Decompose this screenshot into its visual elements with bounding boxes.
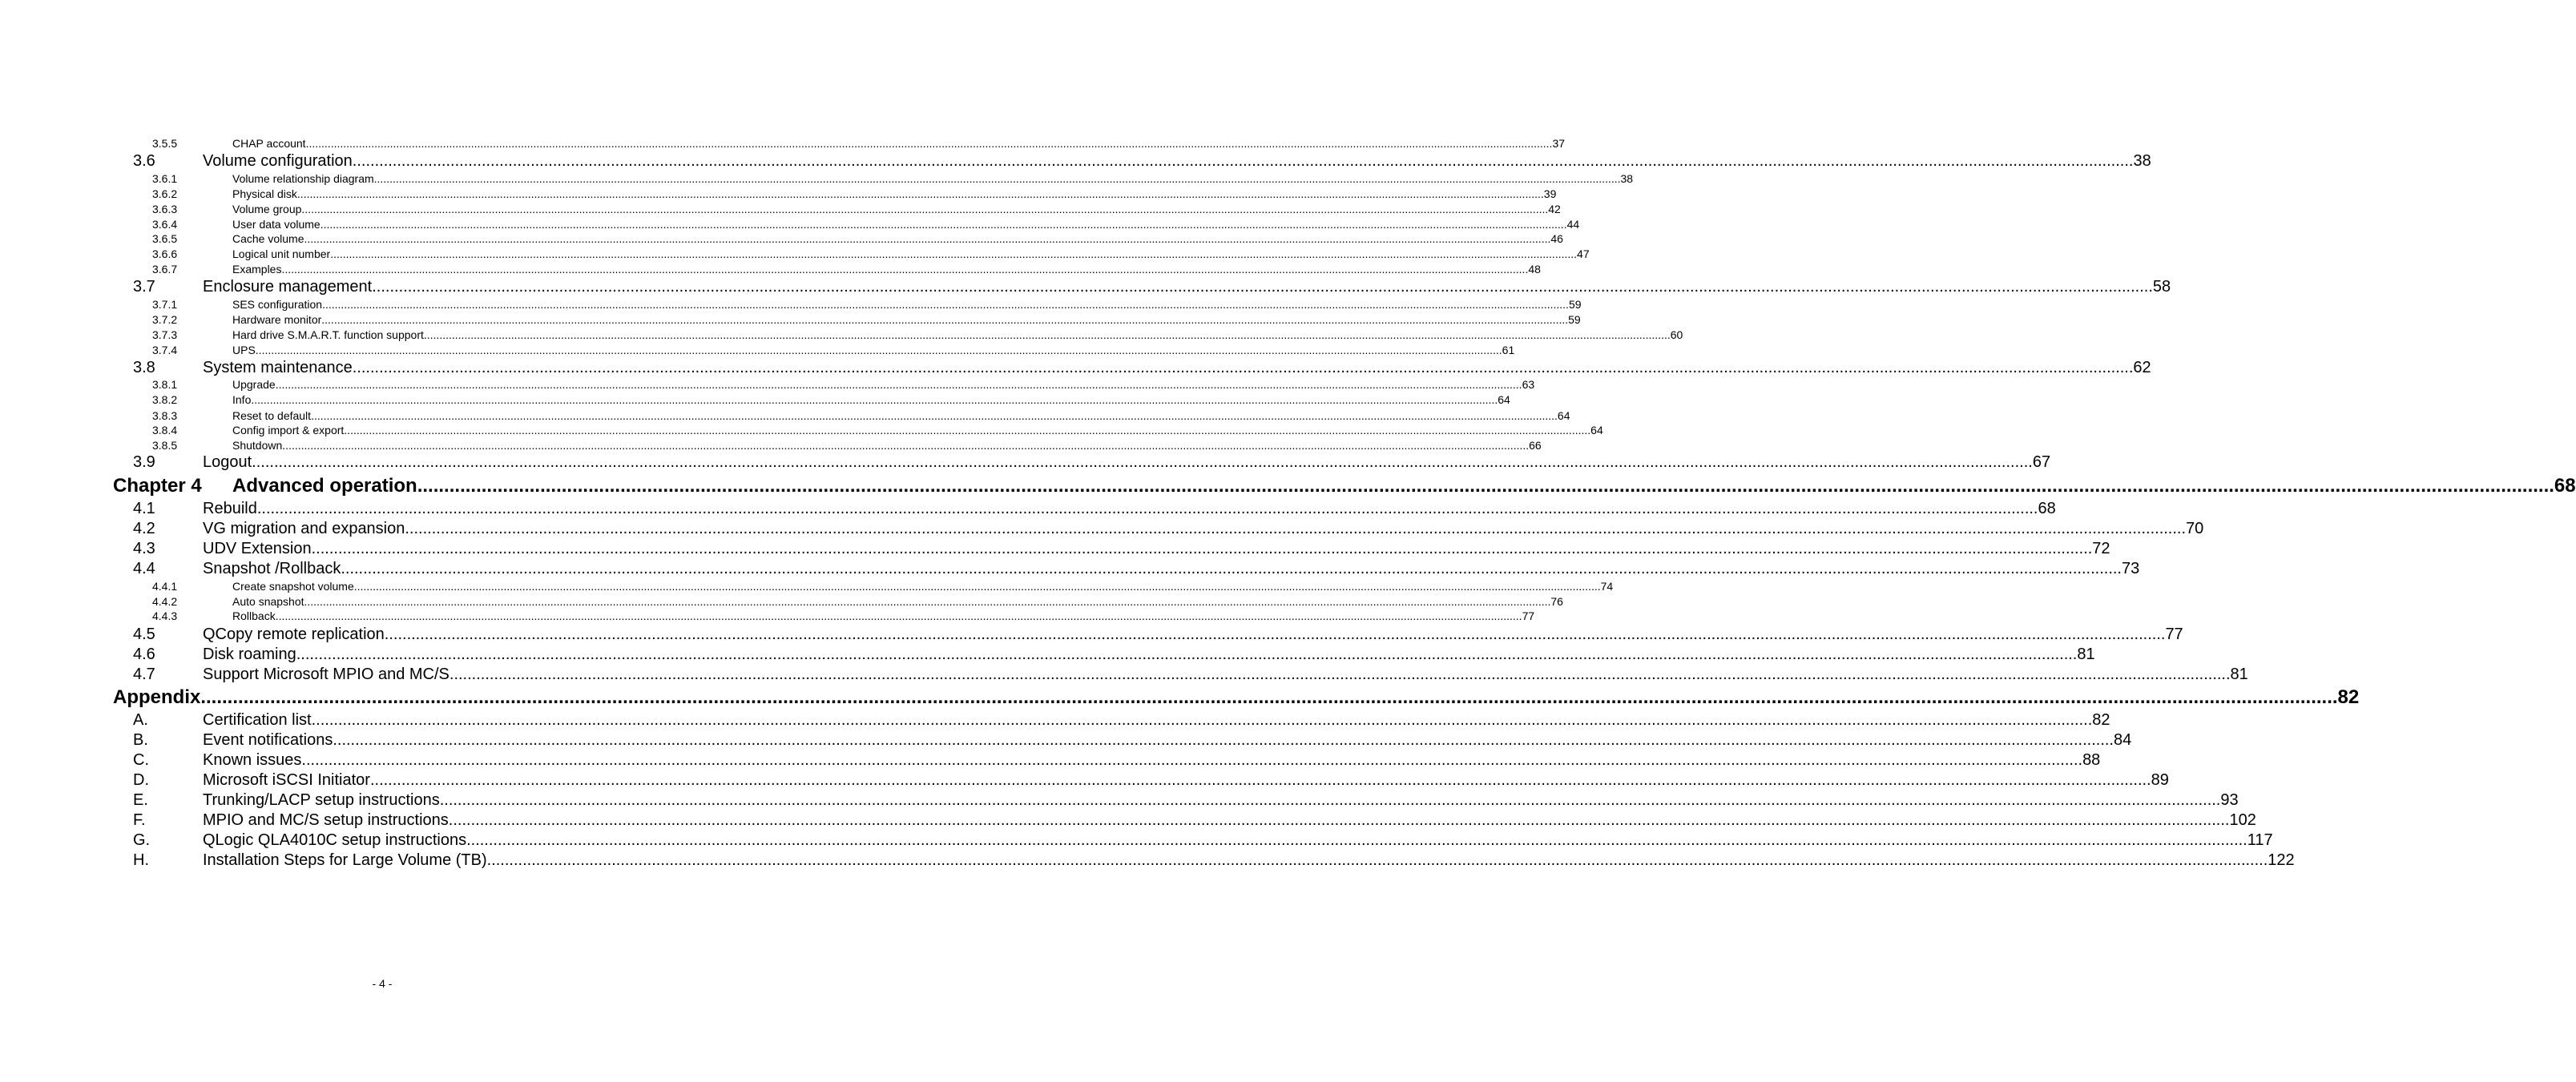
toc-entry-line <box>203 791 2239 810</box>
toc-entry-number: 3.9 <box>133 453 155 471</box>
dot-leader: ................................................................................................................................................................................................................................................................................................................................................................................................................ <box>423 328 1671 341</box>
dot-leader: ................................................................................................................................................................................................................................................................................................................................................................................................................ <box>311 540 2093 557</box>
dot-leader: ................................................................................................................................................................................................................................................................................................................................................................................................................ <box>321 313 1569 326</box>
toc-entry-page: 58 <box>2152 278 2171 296</box>
toc-entry-title: UPS <box>232 344 256 356</box>
toc-entry-title: VG migration and expansion <box>203 520 405 537</box>
toc-entry-line <box>203 359 2151 377</box>
toc-entry-title: Hardware monitor <box>232 313 322 326</box>
dot-leader: ................................................................................................................................................................................................................................................................................................................................................................................................................ <box>341 560 2122 577</box>
toc-entry-line <box>232 378 1535 391</box>
toc-entry-title: Microsoft iSCSI Initiator <box>203 771 370 789</box>
toc-entry-line <box>232 580 1614 593</box>
toc-entry-line <box>232 328 1683 341</box>
toc-entry-title: Enclosure management <box>203 278 373 296</box>
toc-entry-title: Snapshot /Rollback <box>203 560 341 577</box>
toc-entry-line <box>203 771 2169 790</box>
toc-entry-number: Chapter 4 <box>113 475 202 497</box>
dot-leader: ................................................................................................................................................................................................................................................................................................................................................................................................................ <box>330 247 1578 260</box>
toc-entry-page: 63 <box>1522 378 1535 391</box>
dot-leader: ................................................................................................................................................................................................................................................................................................................................................................................................................ <box>466 831 2247 849</box>
toc-entry-title: Config import & export <box>232 424 345 436</box>
toc-entry-title: Hard drive S.M.A.R.T. function support <box>232 328 424 341</box>
toc-entry-line <box>203 500 2056 518</box>
dot-leader: ................................................................................................................................................................................................................................................................................................................................................................................................................ <box>486 851 2268 869</box>
toc-entry-page: 42 <box>1548 203 1561 215</box>
toc-entry-line <box>232 172 1634 185</box>
toc-entry-number: 3.7.2 <box>152 313 178 326</box>
toc-entry-title: User data volume <box>232 218 320 231</box>
toc-entry-number: 3.8.3 <box>152 409 178 422</box>
toc-entry-line <box>203 831 2273 850</box>
toc-entry-number: 3.7 <box>133 278 155 296</box>
toc-entry-title: UDV Extension <box>203 540 312 557</box>
toc-entry-line <box>232 393 1510 406</box>
dot-leader: ................................................................................................................................................................................................................................................................................................................................................................................................................ <box>275 378 1522 391</box>
toc-entry-title: Physical disk <box>232 187 297 200</box>
toc-entry-line <box>232 424 1603 436</box>
toc-entry-page: 88 <box>2082 751 2101 769</box>
dot-leader: ................................................................................................................................................................................................................................................................................................................................................................................................................ <box>296 646 2078 663</box>
toc-entry-page: 44 <box>1566 218 1580 231</box>
toc-entry-page: 89 <box>2151 771 2169 789</box>
toc-entry-line <box>203 152 2151 171</box>
toc-entry-title: Advanced operation <box>232 475 417 497</box>
toc-entry-number: G. <box>133 831 151 849</box>
toc-entry-page: 73 <box>2121 560 2140 577</box>
toc-entry-page: 46 <box>1550 232 1563 245</box>
toc-entry-title: Logical unit number <box>232 247 331 260</box>
toc-entry-page: 81 <box>2077 646 2095 663</box>
dot-leader: ................................................................................................................................................................................................................................................................................................................................................................................................................ <box>301 203 1549 215</box>
toc-entry-title: QLogic QLA4010C setup instructions <box>203 831 467 849</box>
dot-leader: ................................................................................................................................................................................................................................................................................................................................................................................................................ <box>417 475 2554 497</box>
toc-entry-page: 117 <box>2247 831 2273 849</box>
toc-entry-line <box>113 686 2360 709</box>
toc-entry-number: 3.6.4 <box>152 218 178 231</box>
dot-leader: ................................................................................................................................................................................................................................................................................................................................................................................................................ <box>352 359 2134 376</box>
toc-entry-number: D. <box>133 771 149 789</box>
toc-entry-line <box>203 540 2110 558</box>
toc-entry-title: Volume relationship diagram <box>232 172 374 185</box>
toc-entry-page: 74 <box>1600 580 1614 593</box>
toc-entry-number: 4.3 <box>133 540 155 557</box>
toc-entry-line <box>232 232 1563 245</box>
toc-entry-number: 3.8.4 <box>152 424 178 436</box>
toc-entry-title: QCopy remote replication <box>203 625 385 643</box>
toc-entry-title: Auto snapshot <box>232 595 304 608</box>
dot-leader: ................................................................................................................................................................................................................................................................................................................................................................................................................ <box>255 344 1502 356</box>
toc-entry-number: B. <box>133 731 148 749</box>
toc-entry-line <box>232 218 1580 231</box>
toc-entry-number: 4.1 <box>133 500 155 517</box>
toc-entry-page: 64 <box>1498 393 1510 406</box>
toc-entry-title: Upgrade <box>232 378 276 391</box>
dot-leader: ................................................................................................................................................................................................................................................................................................................................................................................................................ <box>301 751 2083 769</box>
toc-entry-line <box>232 595 1563 608</box>
toc-entry-title: Cache volume <box>232 232 304 245</box>
dot-leader: ................................................................................................................................................................................................................................................................................................................................................................................................................ <box>311 711 2093 729</box>
dot-leader: ................................................................................................................................................................................................................................................................................................................................................................................................................ <box>352 152 2134 170</box>
toc-entry-page: 76 <box>1550 595 1563 608</box>
toc-entry-title: Logout <box>203 453 252 471</box>
toc-entry-number: E. <box>133 791 148 809</box>
toc-entry-number: 4.6 <box>133 646 155 663</box>
toc-entry-page: 39 <box>1543 187 1557 200</box>
dot-leader: ................................................................................................................................................................................................................................................................................................................................................................................................................ <box>200 686 2338 708</box>
toc-entry-line <box>203 811 2256 830</box>
page-number: - 4 - <box>372 977 393 990</box>
toc-entry-number: 3.7.3 <box>152 328 178 341</box>
toc-entry-number: 4.4 <box>133 560 155 577</box>
toc-entry-page: 122 <box>2268 851 2295 869</box>
toc-entry-number: 3.8.5 <box>152 439 178 452</box>
toc-entry-title: Volume configuration <box>203 152 353 170</box>
toc-entry-title: Reset to default <box>232 409 312 422</box>
toc-entry-title: Event notifications <box>203 731 333 749</box>
toc-entry-line <box>232 263 1541 276</box>
toc-entry-page: 66 <box>1529 439 1542 452</box>
toc-entry-page: 67 <box>2032 453 2051 471</box>
toc-entry-number: 3.6.1 <box>152 172 178 185</box>
toc-entry-number: 3.7.1 <box>152 298 178 311</box>
dot-leader: ................................................................................................................................................................................................................................................................................................................................................................................................................ <box>305 137 1553 150</box>
dot-leader: ................................................................................................................................................................................................................................................................................................................................................................................................................ <box>322 298 1569 311</box>
toc-entry-title: MPIO and MC/S setup instructions <box>203 811 449 829</box>
toc-entry-line <box>203 851 2295 870</box>
toc-entry-page: 61 <box>1502 344 1515 356</box>
dot-leader: ................................................................................................................................................................................................................................................................................................................................................................................................................ <box>372 278 2153 296</box>
toc-entry-title: Create snapshot volume <box>232 580 354 593</box>
toc-entry-page: 38 <box>1620 172 1634 185</box>
toc-entry-line <box>232 344 1515 356</box>
toc-entry-title: Installation Steps for Large Volume (TB) <box>203 851 487 869</box>
dot-leader: ................................................................................................................................................................................................................................................................................................................................................................................................................ <box>384 625 2166 643</box>
toc-entry-page: 81 <box>2230 666 2248 683</box>
toc-entry-page: 82 <box>2337 686 2360 708</box>
toc-entry-number: 3.6.6 <box>152 247 178 260</box>
dot-leader: ................................................................................................................................................................................................................................................................................................................................................................................................................ <box>333 731 2114 749</box>
toc-entry-title: CHAP account <box>232 137 306 150</box>
dot-leader: ................................................................................................................................................................................................................................................................................................................................................................................................................ <box>405 520 2187 537</box>
toc-entry-title: Rollback <box>232 609 276 622</box>
dot-leader: ................................................................................................................................................................................................................................................................................................................................................................................................................ <box>344 424 1591 436</box>
toc-entry-title: Support Microsoft MPIO and MC/S <box>203 666 449 683</box>
toc-entry-page: 77 <box>1522 609 1535 622</box>
toc-entry-page: 102 <box>2229 811 2256 829</box>
dot-leader: ................................................................................................................................................................................................................................................................................................................................................................................................................ <box>282 439 1530 452</box>
toc-entry-line <box>203 711 2110 730</box>
toc-entry-line <box>232 137 1566 150</box>
toc-entry-line <box>203 453 2051 472</box>
dot-leader: ................................................................................................................................................................................................................................................................................................................................................................................................................ <box>449 666 2231 683</box>
dot-leader: ................................................................................................................................................................................................................................................................................................................................................................................................................ <box>304 595 1551 608</box>
toc-entry-title: SES configuration <box>232 298 323 311</box>
toc-entry-line <box>203 751 2101 770</box>
toc-entry-page: 72 <box>2092 540 2110 557</box>
toc-entry-title: Appendix <box>113 686 201 708</box>
toc-entry-number: 3.6.2 <box>152 187 178 200</box>
toc-entry-page: 84 <box>2113 731 2132 749</box>
toc-entry-line <box>232 313 1581 326</box>
toc-entry-number: 3.6.5 <box>152 232 178 245</box>
toc-entry-number: 4.2 <box>133 520 155 537</box>
toc-entry-page: 59 <box>1568 298 1582 311</box>
toc-entry-number: 4.4.1 <box>152 580 178 593</box>
dot-leader: ................................................................................................................................................................................................................................................................................................................................................................................................................ <box>373 172 1621 185</box>
toc-entry-page: 70 <box>2186 520 2204 537</box>
toc-entry-line <box>203 278 2171 296</box>
toc-entry-number: 3.8.2 <box>152 393 178 406</box>
toc-entry-number: C. <box>133 751 149 769</box>
toc-entry-title: Shutdown <box>232 439 283 452</box>
toc-entry-line <box>203 646 2095 664</box>
dot-leader: ................................................................................................................................................................................................................................................................................................................................................................................................................ <box>369 771 2151 789</box>
dot-leader: ................................................................................................................................................................................................................................................................................................................................................................................................................ <box>251 393 1498 406</box>
toc-entry-title: Trunking/LACP setup instructions <box>203 791 440 809</box>
toc-entry-line <box>203 625 2183 644</box>
toc-entry-number: 4.7 <box>133 666 155 683</box>
toc-entry-number: 4.5 <box>133 625 155 643</box>
toc-entry-page: 68 <box>2554 475 2576 497</box>
toc-entry-title: Examples <box>232 263 282 276</box>
toc-entry-page: 60 <box>1670 328 1683 341</box>
toc-entry-number: H. <box>133 851 149 869</box>
toc-entry-number: 3.6.3 <box>152 203 178 215</box>
toc-entry-line <box>232 475 2576 497</box>
toc-entry-number: 3.5.5 <box>152 137 178 150</box>
toc-entry-line <box>203 520 2204 538</box>
dot-leader: ................................................................................................................................................................................................................................................................................................................................................................................................................ <box>275 609 1522 622</box>
toc-entry-number: 3.6 <box>133 152 155 170</box>
toc-entry-title: Disk roaming <box>203 646 296 663</box>
toc-entry-line <box>232 439 1542 452</box>
toc-entry-number: 3.8.1 <box>152 378 178 391</box>
toc-entry-page: 68 <box>2038 500 2056 517</box>
toc-entry-line <box>232 187 1557 200</box>
toc-entry-number: 3.6.7 <box>152 263 178 276</box>
toc-entry-page: 77 <box>2165 625 2183 643</box>
toc-entry-number: 3.8 <box>133 359 155 376</box>
toc-entry-title: Certification list <box>203 711 312 729</box>
toc-entry-line <box>232 409 1570 422</box>
toc-entry-line <box>203 731 2132 750</box>
toc-entry-line <box>232 247 1590 260</box>
toc-entry-page: 93 <box>2220 791 2239 809</box>
dot-leader: ................................................................................................................................................................................................................................................................................................................................................................................................................ <box>252 453 2033 471</box>
toc-entry-title: Info <box>232 393 252 406</box>
toc-entry-page: 38 <box>2133 152 2151 170</box>
toc-entry-title: Rebuild <box>203 500 257 517</box>
dot-leader: ................................................................................................................................................................................................................................................................................................................................................................................................................ <box>448 811 2230 829</box>
toc-entry-line <box>232 609 1535 622</box>
toc-entry-title: Known issues <box>203 751 302 769</box>
toc-entry-page: 64 <box>1590 424 1603 436</box>
toc-entry-title: System maintenance <box>203 359 353 376</box>
toc-entry-number: 3.7.4 <box>152 344 178 356</box>
toc-entry-page: 37 <box>1552 137 1566 150</box>
toc-entry-number: 4.4.2 <box>152 595 178 608</box>
toc-entry-page: 62 <box>2133 359 2151 376</box>
dot-leader: ................................................................................................................................................................................................................................................................................................................................................................................................................ <box>304 232 1551 245</box>
toc-entry-line <box>203 666 2248 684</box>
toc-entry-page: 82 <box>2092 711 2110 729</box>
toc-entry-page: 64 <box>1557 409 1570 422</box>
toc-entry-number: 4.4.3 <box>152 609 178 622</box>
toc-entry-line <box>203 560 2140 578</box>
toc-entry-page: 48 <box>1528 263 1541 276</box>
toc-entry-page: 47 <box>1577 247 1590 260</box>
toc-entry-line <box>232 298 1582 311</box>
dot-leader: ................................................................................................................................................................................................................................................................................................................................................................................................................ <box>256 500 2038 517</box>
dot-leader: ................................................................................................................................................................................................................................................................................................................................................................................................................ <box>320 218 1567 231</box>
dot-leader: ................................................................................................................................................................................................................................................................................................................................................................................................................ <box>353 580 1601 593</box>
toc-entry-line <box>232 203 1561 215</box>
dot-leader: ................................................................................................................................................................................................................................................................................................................................................................................................................ <box>439 791 2221 809</box>
toc-entry-number: F. <box>133 811 146 829</box>
dot-leader: ................................................................................................................................................................................................................................................................................................................................................................................................................ <box>296 187 1544 200</box>
dot-leader: ................................................................................................................................................................................................................................................................................................................................................................................................................ <box>311 409 1558 422</box>
toc-entry-number: A. <box>133 711 148 729</box>
toc-entry-page: 59 <box>1568 313 1581 326</box>
toc-entry-title: Volume group <box>232 203 302 215</box>
dot-leader: ................................................................................................................................................................................................................................................................................................................................................................................................................ <box>281 263 1529 276</box>
